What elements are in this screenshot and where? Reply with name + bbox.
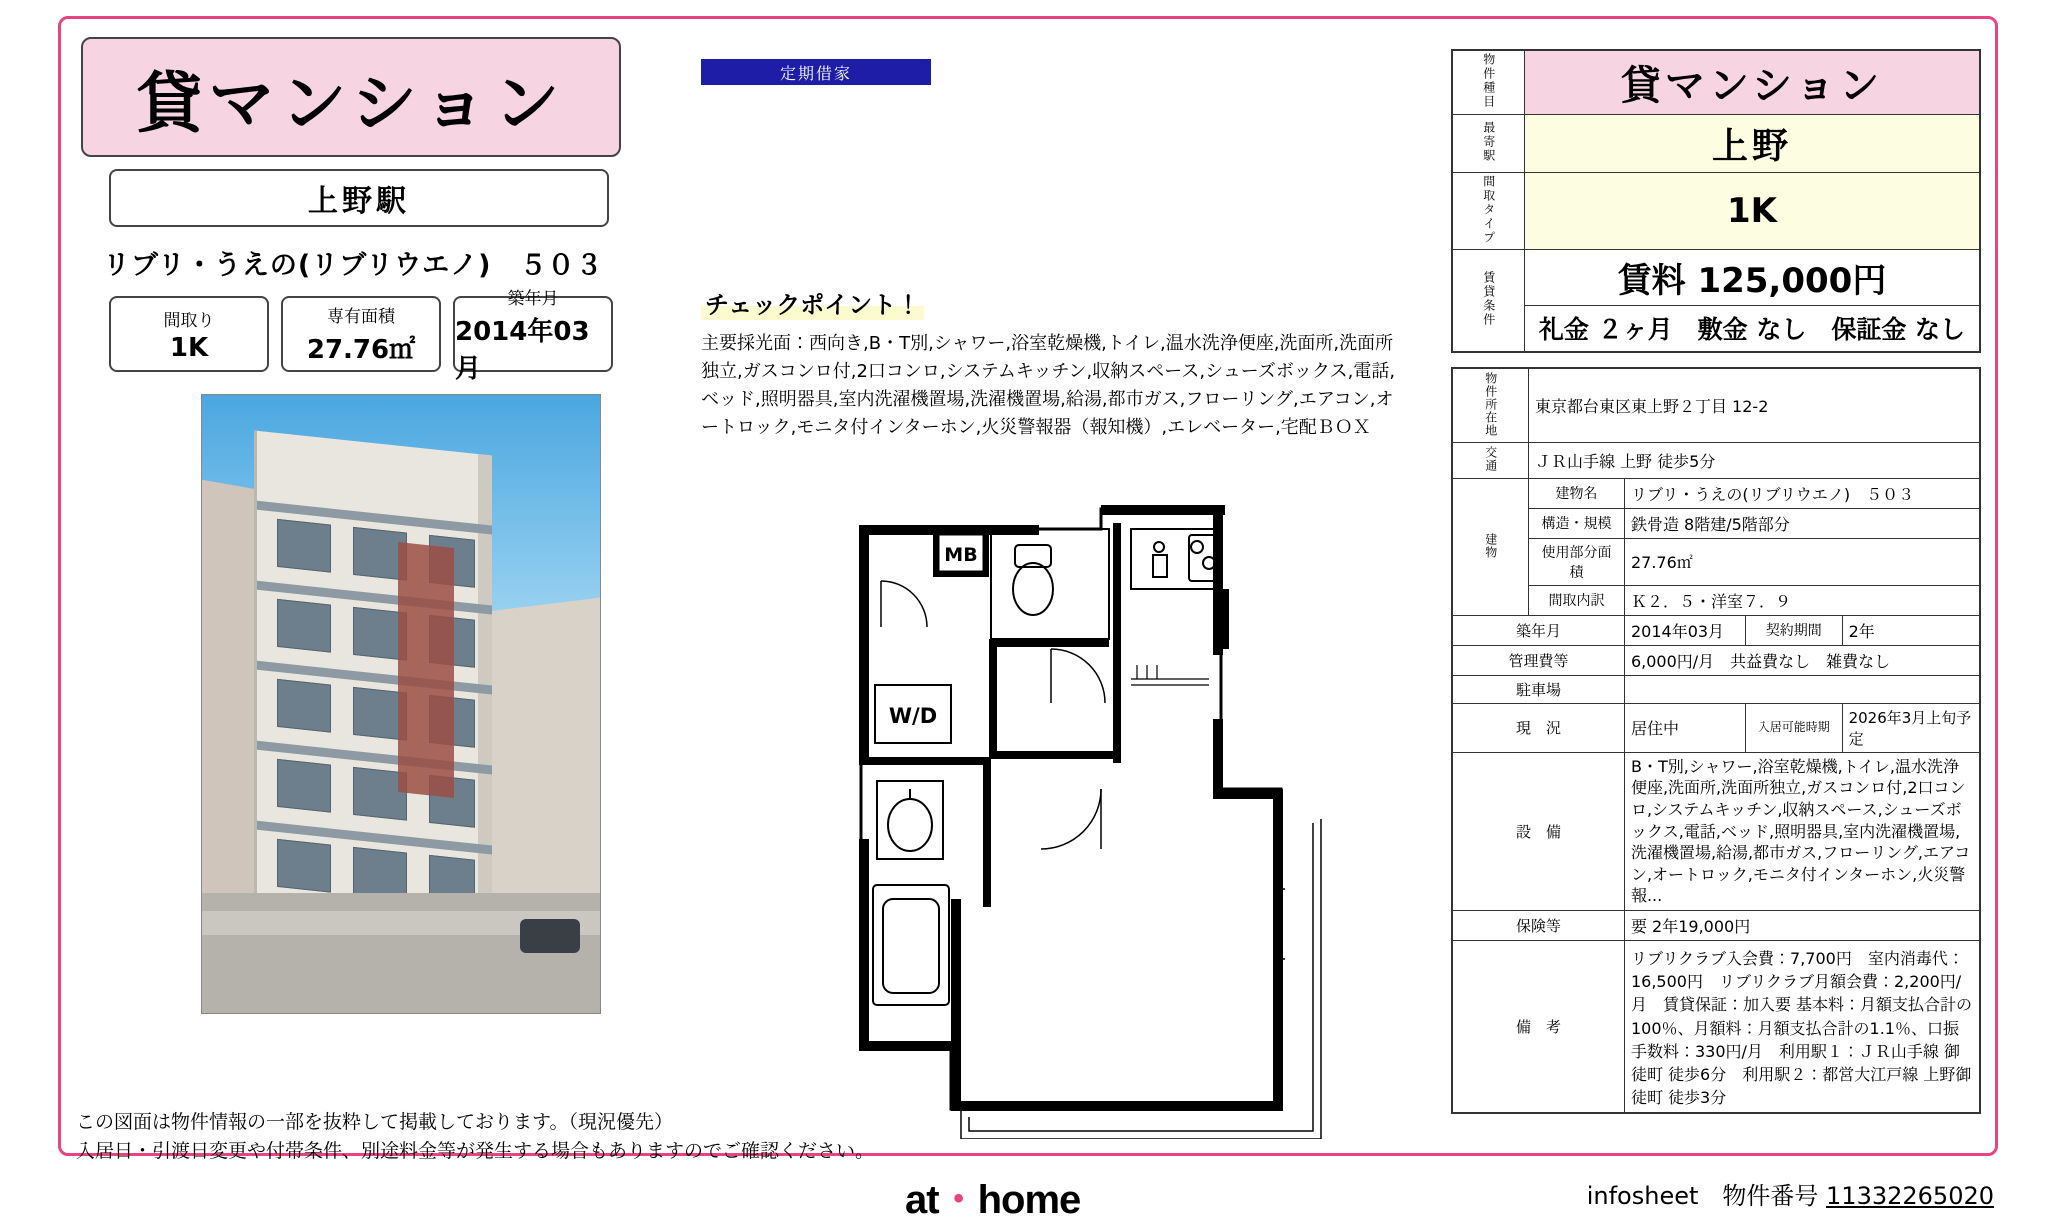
detail-value-equip: B・T別,シャワー,浴室乾燥機,トイレ,温水洗浄便座,洗面所,洗面所独立,ガスコンロ付,2口コンロ,システムキッチン,収納スペース,シューズボックス,電話,ベッド,照明器具,室内洗濯機置場,洗濯機置場,給湯,都市ガス,フローリング,エアコン,オートロック,モニタ付インターホン,火災警報...	[1624, 752, 1980, 910]
station-badge	[109, 169, 609, 227]
checkpoint-title: チェックポイント！	[701, 285, 924, 320]
detail-value-built: 2014年03月	[1624, 615, 1745, 645]
detail-label-building-name: 建物名	[1528, 478, 1624, 508]
left-column	[81, 37, 641, 1014]
athome-logo-dot: ・	[938, 1178, 978, 1222]
spec-built-value: 2014年03月	[455, 316, 590, 384]
detail-label-equip: 設 備	[1452, 752, 1624, 910]
row-label-station: 最寄駅	[1452, 114, 1524, 172]
photo-right-building	[480, 598, 600, 943]
detail-value-structure: 鉄骨造 8階建/5階部分	[1624, 508, 1980, 538]
detail-label-structure: 構造・規模	[1528, 508, 1624, 538]
spec-area	[281, 296, 441, 372]
spec-layout-label: 間取り	[163, 310, 215, 331]
floor-plan	[801, 489, 1361, 1139]
detail-label-contract: 契約期間	[1746, 616, 1842, 645]
photo-accent-wall	[398, 542, 454, 798]
footer-disclaimer	[76, 1108, 976, 1165]
footer-disclaimer-line2: 入居日・引渡日変更や付帯条件、別途料金等が発生する場合もありますのでご確認ください。	[76, 1139, 875, 1162]
detail-label-movein: 入居可能時期	[1746, 704, 1842, 752]
detail-value-area: 27.76㎡	[1624, 538, 1980, 585]
right-column	[1451, 49, 1981, 1114]
detail-value-address: 東京都台東区東上野２丁目 12-2	[1528, 368, 1980, 443]
summary-type-value: 貸マンション	[1524, 50, 1980, 114]
detail-value-mgmt: 6,000円/月 共益費なし 雑費なし	[1624, 645, 1980, 675]
row-label-rent: 賃貸条件	[1452, 250, 1524, 352]
detail-value-layout-breakdown: Ｋ２．５・洋室７．９	[1624, 585, 1980, 615]
athome-logo	[905, 1168, 1080, 1225]
detail-label-status: 現 況	[1452, 703, 1624, 752]
detail-label-address: 物件所在地	[1452, 368, 1528, 443]
spec-layout	[109, 296, 269, 372]
spec-built-label: 築年月	[507, 288, 559, 309]
building-name: リブリ・うえの(リブリウエノ) ５０３	[103, 250, 604, 281]
detail-value-status: 居住中	[1624, 703, 1745, 752]
checkpoint-body: 主要採光面：西向き,B・T別,シャワー,浴室乾燥機,トイレ,温水洗浄便座,洗面所,洗面所独立,ガスコンロ付,2口コンロ,システムキッチン,収納スペース,シューズボックス,電話,ベッド,照明器具,室内洗濯機置場,洗濯機置場,給湯,都市ガス,フローリング,エアコン,オートロック,モニタ付インターホン,火災警報器（報知機）,エレベーター,宅配ＢＯＸ	[701, 333, 1396, 438]
summary-layout-value: 1K	[1524, 172, 1980, 250]
spec-built	[453, 288, 613, 384]
spec-layout-value: 1K	[169, 332, 209, 363]
summary-condition-value: 礼金 ２ヶ月 敷金 なし 保証金 なし	[1524, 306, 1980, 352]
summary-station-value: 上野	[1524, 114, 1980, 172]
detail-label-built: 築年月	[1452, 615, 1624, 645]
row-label-layout: 間取タイプ	[1452, 172, 1524, 250]
svg-text:W/D: W/D	[888, 704, 938, 728]
property-type-title-text: 貸マンション	[136, 64, 566, 142]
detail-table	[1451, 367, 1981, 1115]
photo-car	[520, 919, 580, 953]
detail-label-layout-breakdown: 間取内訳	[1528, 585, 1624, 615]
detail-label-access: 交通	[1452, 443, 1528, 479]
detail-value-contract: 2年	[1848, 621, 1875, 641]
spec-area-value: 27.76㎡	[306, 335, 416, 365]
property-type-title	[81, 37, 621, 157]
photo-left-building	[202, 480, 262, 961]
building-photo	[201, 394, 601, 1014]
station-badge-text: 上野駅	[308, 184, 410, 219]
center-column	[701, 59, 1401, 442]
athome-logo-home: home	[977, 1178, 1081, 1222]
summary-rent-value: 賃料 125,000円	[1524, 250, 1980, 306]
detail-label-area: 使用部分面積	[1528, 538, 1624, 585]
detail-value-building-name: リブリ・うえの(リブリウエノ) ５０３	[1624, 478, 1980, 508]
infosheet-number: 11332265020	[1826, 1182, 1994, 1210]
svg-text:MB: MB	[944, 544, 978, 566]
detail-contract	[1746, 615, 1980, 645]
spec-row	[109, 288, 641, 384]
detail-label-building: 建物	[1452, 478, 1528, 615]
flyer-sheet	[58, 16, 1998, 1156]
footer-disclaimer-line1: この図面は物件情報の一部を抜粋して掲載しております。（現況優先）	[76, 1111, 673, 1133]
infosheet-label: infosheet 物件番号	[1586, 1182, 1819, 1210]
detail-label-notes: 備 考	[1452, 941, 1624, 1114]
detail-label-mgmt: 管理費等	[1452, 645, 1624, 675]
infosheet-line	[1587, 1176, 1994, 1211]
detail-label-insurance: 保険等	[1452, 911, 1624, 941]
detail-value-parking	[1624, 675, 1980, 703]
summary-table	[1451, 49, 1981, 353]
detail-value-notes: リブリクラブ入会費：7,700円 室内消毒代：16,500円 リブリクラブ月額会費：2,200円/月 賃貸保証：加入要 基本料：月額支払合計の100％、月額料：月額支払合計の1.1％、口振手数料：330円/月 利用駅１：ＪＲ山手線 御徒町 徒歩6分 利用駅２：都営大江戸線 上野御徒町 徒歩3分	[1624, 941, 1980, 1114]
row-label-type: 物件種目	[1452, 50, 1524, 114]
teiki-shakuya-tag: 定期借家	[701, 59, 931, 85]
detail-movein	[1746, 703, 1980, 752]
detail-value-movein: 2026年3月上旬予定	[1848, 708, 1972, 748]
detail-value-insurance: 要 2年19,000円	[1624, 911, 1980, 941]
detail-label-parking: 駐車場	[1452, 675, 1624, 703]
spec-area-label: 専有面積	[327, 307, 395, 327]
athome-logo-at: at	[905, 1178, 939, 1222]
detail-value-access: ＪＲ山手線 上野 徒歩5分	[1528, 443, 1980, 479]
